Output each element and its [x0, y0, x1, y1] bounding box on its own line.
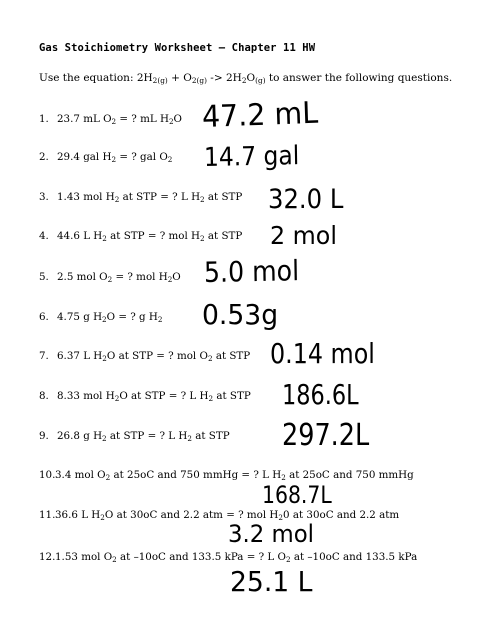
question-text: = ? gal O: [116, 151, 168, 163]
question-number: 12.: [39, 551, 56, 563]
question-text: = ? mL H: [116, 113, 169, 125]
answer-4-handwritten: 2 mol: [270, 221, 337, 250]
question-text: O at STP = ? L H: [119, 390, 209, 402]
subscript: 2: [111, 154, 117, 164]
subscript: 2: [102, 433, 107, 443]
question-12: [39, 551, 417, 563]
question-1: [39, 113, 182, 125]
subscript: 2: [285, 554, 291, 564]
question-text: at STP: [191, 430, 230, 442]
question-text: O at STP = ? mol O: [106, 350, 208, 362]
question-2: [39, 151, 172, 163]
question-text: at –10oC and 133.5 kPa: [290, 551, 418, 563]
answer-10-handwritten: 168.7L: [262, 481, 332, 509]
subscript: 2: [200, 233, 205, 243]
question-text: 6.37 L H: [57, 350, 103, 362]
intro-text: Use the equation: 2H: [39, 72, 153, 84]
question-text: 3.4 mol O: [55, 469, 106, 481]
subscript: 2: [281, 472, 286, 482]
question-text: 2.5 mol O: [57, 271, 108, 283]
answer-11-handwritten: 3.2 mol: [228, 520, 315, 548]
question-text: 1.53 mol O: [55, 551, 113, 563]
question-number: 2.: [39, 151, 49, 163]
question-text: at STP = ? L H: [119, 191, 201, 203]
question-text: 4.75 g H: [57, 311, 103, 323]
subscript: 2: [278, 512, 284, 522]
question-number: 1.: [39, 113, 49, 125]
worksheet-title: Gas Stoichiometry Worksheet – Chapter 11 HW: [39, 42, 316, 54]
question-text: at STP: [204, 230, 243, 242]
answer-8-handwritten: 186.6L: [282, 378, 359, 411]
intro-text: to answer the following questions.: [265, 72, 453, 84]
subscript: 2: [105, 472, 111, 482]
question-text: 1.43 mol H: [57, 191, 115, 203]
question-number: 4.: [39, 230, 49, 242]
intro-subscript: 2: [241, 75, 247, 85]
subscript: 2: [114, 194, 120, 204]
question-text: at STP: [204, 191, 243, 203]
subscript: 2: [102, 233, 107, 243]
answer-2-handwritten: 14.7 gal: [203, 141, 300, 173]
question-text: at STP: [213, 390, 251, 402]
subscript: 2: [102, 353, 107, 363]
question-number: 10.: [39, 469, 56, 481]
question-text: at 25oC and 750 mmHg = ? L H: [110, 469, 282, 481]
question-4: [39, 230, 242, 242]
question-text: at STP = ? L H: [106, 430, 188, 442]
question-text: 8.33 mol H: [57, 390, 115, 402]
subscript: 2: [200, 194, 205, 204]
question-number: 11.: [39, 509, 56, 521]
question-number: 3.: [39, 191, 49, 203]
question-text: O: [173, 113, 182, 125]
question-text: 23.7 mL O: [57, 113, 112, 125]
subscript: 2: [207, 353, 213, 363]
subscript: 2: [167, 274, 173, 284]
question-number: 9.: [39, 430, 49, 442]
intro-text: -> 2H: [206, 72, 242, 84]
subscript: 2: [167, 154, 173, 164]
answer-7-handwritten: 0.14 mol: [270, 337, 375, 370]
question-10: [39, 469, 414, 481]
answer-5-handwritten: 5.0 mol: [203, 254, 300, 289]
intro-subscript: 2(g): [152, 75, 168, 85]
answer-3-handwritten: 32.0 L: [268, 184, 344, 215]
question-text: at STP = ? mol H: [106, 230, 201, 242]
question-7: [39, 350, 250, 362]
question-number: 6.: [39, 311, 49, 323]
subscript: 2: [112, 554, 117, 564]
question-5: [39, 271, 181, 283]
question-text: 26.8 g H: [57, 430, 103, 442]
answer-6-handwritten: 0.53g: [202, 298, 279, 331]
question-text: = ? mol H: [112, 271, 168, 283]
question-6: [39, 311, 163, 323]
question-text: 0 at 30oC and 2.2 atm: [283, 509, 400, 521]
question-number: 5.: [39, 271, 49, 283]
question-3: [39, 191, 242, 203]
question-8: [39, 390, 251, 402]
question-text: 36.6 L H: [55, 509, 101, 521]
question-text: at 25oC and 750 mmHg: [285, 469, 414, 481]
question-text: 44.6 L H: [57, 230, 103, 242]
question-9: [39, 430, 230, 442]
subscript: 2: [168, 116, 174, 126]
intro-text: O: [246, 72, 256, 84]
subscript: 2: [187, 433, 192, 443]
answer-9-handwritten: 297.2L: [282, 418, 370, 453]
answer-1-handwritten: 47.2 mL: [201, 95, 319, 135]
subscript: 2: [111, 116, 117, 126]
subscript: 2: [100, 512, 105, 522]
subscript: 2: [157, 314, 163, 324]
question-11: [39, 509, 399, 521]
intro-subscript: 2(g): [191, 75, 207, 85]
answer-12-handwritten: 25.1 L: [230, 565, 313, 598]
question-text: O: [172, 271, 181, 283]
question-text: O at 30oC and 2.2 atm = ? mol H: [104, 509, 279, 521]
subscript: 2: [114, 393, 120, 403]
question-text: at –10oC and 133.5 kPa = ? L O: [116, 551, 286, 563]
intro-instructions: [39, 72, 459, 85]
question-text: O = ? g H: [106, 311, 158, 323]
subscript: 2: [208, 393, 214, 403]
subscript: 2: [102, 314, 107, 324]
intro-subscript: (g): [255, 75, 266, 85]
question-number: 7.: [39, 350, 49, 362]
question-number: 8.: [39, 390, 49, 402]
subscript: 2: [107, 274, 113, 284]
question-text: at STP: [212, 350, 251, 362]
intro-text: + O: [167, 72, 192, 84]
question-text: 29.4 gal H: [57, 151, 112, 163]
